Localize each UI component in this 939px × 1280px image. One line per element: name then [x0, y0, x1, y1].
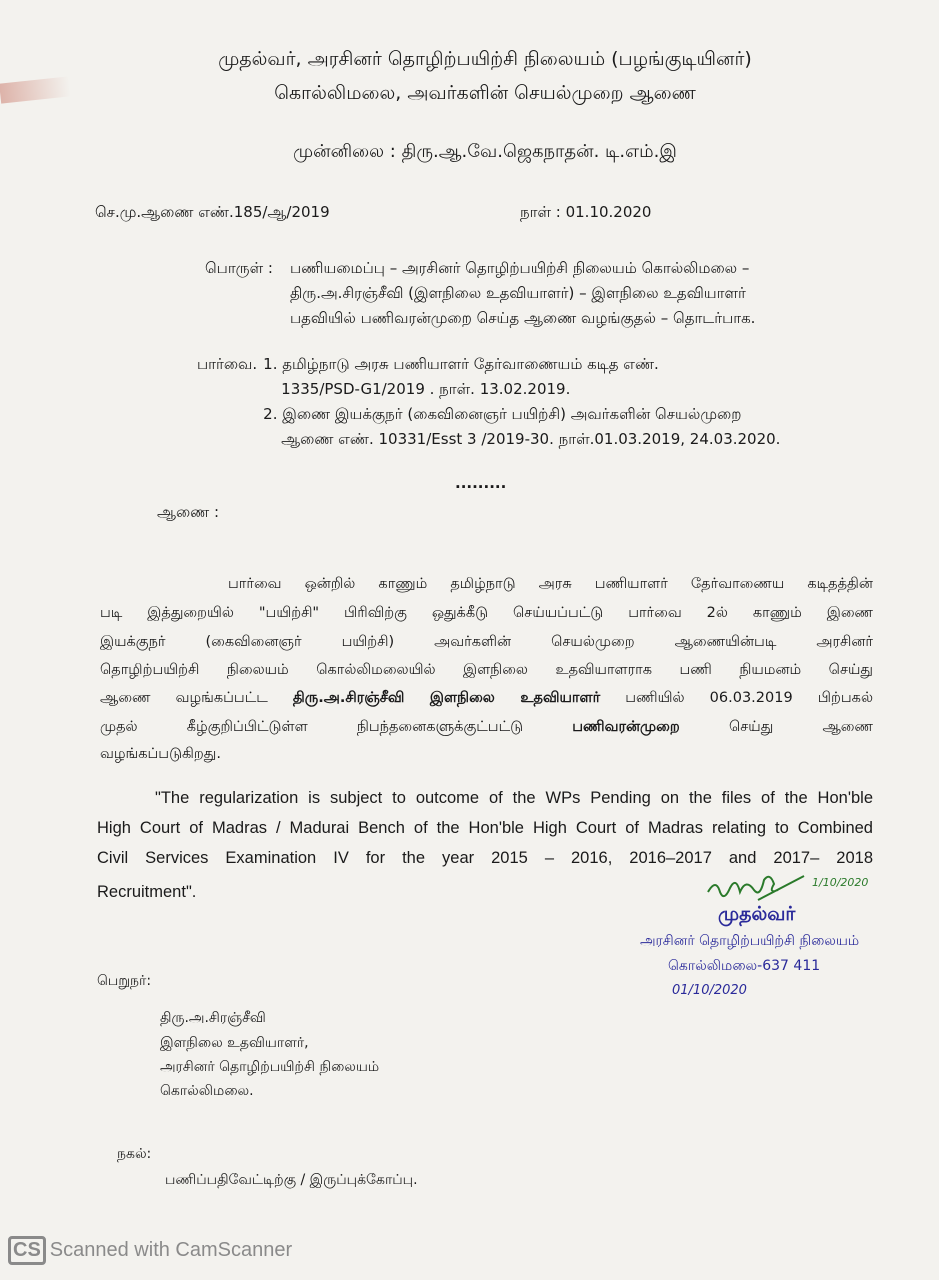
signature-date: 1/10/2020	[812, 876, 869, 889]
employee-name-bold: திரு.அ.சிரஞ்சீவி இளநிலை உதவியாளர்	[292, 690, 601, 706]
doc-title-line1: முதல்வர், அரசினர் தொழிற்பயிற்சி நிலையம் (பழங்குடியினர்)	[218, 48, 752, 70]
recipient-line: கொல்லிமலை.	[160, 1083, 254, 1099]
camscanner-watermark	[8, 1236, 292, 1265]
doc-title-line2: கொல்லிமலை, அவர்களின் செயல்முறை ஆணை	[274, 82, 696, 104]
reference-label: பார்வை.	[197, 355, 258, 373]
body-line: இயக்குநர் (கைவினைஞர் பயிற்சி) அவர்களின் செயல்முறை ஆணையின்படி அரசினர்	[100, 634, 873, 650]
order-label: ஆணை :	[157, 503, 220, 521]
separator-dots: .........	[455, 474, 507, 492]
body-line: தொழிற்பயிற்சி நிலையம் கொல்லிமலையில் இளநிலை உதவியாளராக பணி நியமனம் செய்து	[100, 662, 873, 678]
body-text: ஆணை வழங்கப்பட்ட	[100, 690, 293, 706]
english-line: "The regularization is subject to outcome of the WPs Pending on the files of the Hon'ble	[155, 789, 873, 807]
subject-label: பொருள் :	[205, 259, 273, 277]
reference-items	[263, 352, 780, 452]
body-text: பணியில் 06.03.2019 பிற்பகல்	[600, 690, 873, 706]
english-line: Civil Services Examination IV for the year 2015 – 2016, 2016–2017 and 2017– 2018	[97, 849, 873, 867]
subject-line: திரு.அ.சிரஞ்சீவி (இளநிலை உதவியாளர்) – இளநிலை உதவியாளர்	[290, 284, 746, 302]
recipient-line: இளநிலை உதவியாளர்,	[160, 1035, 309, 1051]
recipient-line: திரு.அ.சிரஞ்சீவி	[160, 1010, 266, 1026]
subject-lines	[290, 256, 755, 331]
english-line: High Court of Madras / Madurai Bench of the Hon'ble High Court of Madras relating to Combined	[97, 819, 873, 837]
presence-line: முன்னிலை : திரு.ஆ.வே.ஜெகநாதன். டி.எம்.இ	[293, 141, 677, 162]
watermark-text: Scanned with CamScanner	[49, 1239, 293, 1261]
body-line: பார்வை ஒன்றில் காணும் தமிழ்நாடு அரசு பணியாளர் தேர்வாணைய கடிதத்தின்	[228, 576, 873, 592]
body-line	[100, 719, 873, 737]
body-line: வழங்கப்படுகிறது.	[100, 746, 221, 762]
signatory-place: கொல்லிமலை-637 411	[668, 958, 821, 974]
signature-scribble	[700, 870, 810, 904]
camscanner-logo-icon: CS	[8, 1236, 46, 1265]
subject-block	[205, 256, 755, 331]
body-line: படி இத்துறையில் "பயிற்சி" பிரிவிற்கு ஒதுக்கீடு செய்யப்பட்டு பார்வை 2ல் காணும் இணை	[100, 605, 873, 621]
recipient-line: அரசினர் தொழிற்பயிற்சி நிலையம்	[160, 1059, 380, 1075]
copy-label: நகல்:	[117, 1146, 152, 1162]
copy-text: பணிப்பதிவேட்டிற்கு / இருப்புக்கோப்பு.	[165, 1172, 418, 1188]
signatory-designation: முதல்வர்	[718, 903, 796, 925]
signatory-office: அரசினர் தொழிற்பயிற்சி நிலையம்	[640, 933, 860, 949]
recipient-label: பெறுநர்:	[97, 973, 152, 989]
reference-2: 2. இணை இயக்குநர் (கைவினைஞர் பயிற்சி) அவர்களின் செயல்முறை	[263, 405, 742, 423]
reference-1: 1. தமிழ்நாடு அரசு பணியாளர் தேர்வாணையம் கடித எண்.	[263, 355, 659, 373]
reference-2-cont: ஆணை எண். 10331/Esst 3 /2019-30. நாள்.01.03.2019, 24.03.2020.	[281, 430, 781, 448]
initial-date: 01/10/2020	[672, 983, 747, 998]
regularization-bold: பணிவரன்முறை	[572, 719, 680, 735]
order-date: நாள் : 01.10.2020	[520, 203, 652, 221]
body-text: செய்து ஆணை	[679, 719, 873, 735]
body-line	[100, 690, 873, 708]
references-block	[197, 352, 780, 452]
body-text: முதல் கீழ்குறிப்பிட்டுள்ள நிபந்தனைகளுக்குட்பட்டு	[100, 719, 573, 735]
subject-line: பதவியில் பணிவரன்முறை செய்த ஆணை வழங்குதல் – தொடர்பாக.	[290, 309, 756, 327]
subject-line: பணியமைப்பு – அரசினர் தொழிற்பயிற்சி நிலையம் கொல்லிமலை –	[290, 259, 750, 277]
reference-1-cont: 1335/PSD-G1/2019 . நாள். 13.02.2019.	[281, 380, 571, 398]
english-line: Recruitment".	[97, 883, 197, 901]
order-number: செ.மு.ஆணை எண்.185/ஆ/2019	[95, 203, 330, 221]
